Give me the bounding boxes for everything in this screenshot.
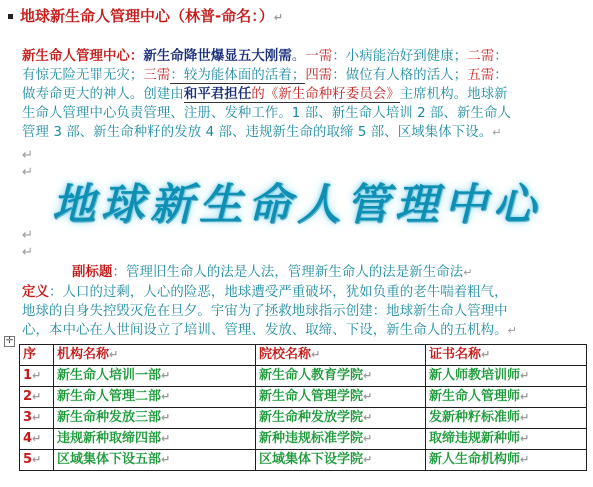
- para1-line4: 生命人管理中心负责管理、注册、发种工作。1 部、新生命人培训 2 部、新生命人: [22, 106, 511, 121]
- empty-line-mark-icon: ↵: [22, 245, 34, 260]
- para1-line3: 做寿命更大的神人。创建由和平君担任的《新生命种籽委员会》主席机构。地球新: [22, 87, 508, 102]
- org-cell: 违规新种取缔四部↵: [54, 429, 256, 450]
- paragraph-mark-icon: ↵: [492, 126, 502, 139]
- subtitle-text: 管理旧生命人的法是人法，管理新生命人的法是新生命法: [125, 265, 464, 280]
- empty-line-mark-icon: ↵: [22, 228, 34, 243]
- table-header-row: [20, 345, 587, 366]
- cert-cell: 新人师教培训师↵: [426, 366, 587, 387]
- institution-table: [19, 344, 587, 471]
- school-cell: 新生命种发放学院↵: [256, 408, 426, 429]
- header-cell: 序: [20, 345, 54, 366]
- row-number: 1↵: [20, 366, 54, 387]
- banner-title: 地球新生命人管理中心: [52, 180, 542, 230]
- para1-line1: 新生命人管理中心：新生命降世爆显五大刚需。一需：小病能治好到健康；二需：: [22, 49, 508, 64]
- row-number: 2↵: [20, 387, 54, 408]
- table-row: [20, 450, 587, 471]
- row-number: 3↵: [20, 408, 54, 429]
- bullet-icon: [8, 14, 13, 19]
- row-number: 4↵: [20, 429, 54, 450]
- cert-cell: 新人生命机构师↵: [426, 450, 587, 471]
- header-cell: 机构名称↵: [54, 345, 256, 366]
- subtitle-label: 副标题: [72, 265, 113, 280]
- school-cell: 新生命人管理学院↵: [256, 387, 426, 408]
- paragraph-mark-icon: ↵: [273, 11, 283, 24]
- document-title: 地球新生命人管理中心（林普-命名：）↵: [8, 6, 283, 28]
- org-cell: 区域集体下设五部↵: [54, 450, 256, 471]
- cert-cell: 发新种籽标准师↵: [426, 408, 587, 429]
- cert-cell: 新生命人管理师↵: [426, 387, 587, 408]
- empty-line-mark-icon: ↵: [22, 148, 34, 163]
- org-cell: 新生命人培训一部↵: [54, 366, 256, 387]
- definition-line2: 地球的自身失控毁灭危在旦夕。宇宙为了拯救地球指示创建：地球新生命人管理中: [22, 304, 508, 319]
- org-cell: 新生命人管理二部↵: [54, 387, 256, 408]
- table-row: [20, 366, 587, 387]
- table-row: [20, 408, 587, 429]
- table-row: [20, 387, 587, 408]
- school-cell: 新种违规标准学院↵: [256, 429, 426, 450]
- row-number: 5↵: [20, 450, 54, 471]
- paragraph-mark-icon: ↵: [463, 266, 473, 279]
- header-cell: 证书名称↵: [426, 345, 587, 366]
- empty-line-mark-icon: ↵: [22, 165, 34, 180]
- cert-cell: 取缔违规新种师↵: [426, 429, 587, 450]
- para1-head: 新生命降世爆显五大刚需: [143, 49, 292, 64]
- subtitle: 副标题：管理旧生命人的法是人法，管理新生命人的法是新生命法↵: [72, 265, 473, 280]
- org-name: 和平君担任: [183, 87, 252, 102]
- paragraph-mark-icon: ↵: [507, 324, 517, 337]
- definition-line3: 心，本中心在人世间设立了培训、管理、发放、取缔、下设，新生命人的五机构。↵: [22, 323, 517, 338]
- definition-label: 定义: [22, 285, 49, 300]
- header-cell: 院校名称↵: [256, 345, 426, 366]
- para1-label: 新生命人管理中心：: [22, 49, 144, 64]
- table-row: [20, 429, 587, 450]
- definition-line1: 定义：人口的过剩，人心的险恶，地球遭受严重破坏，犹如负重的老牛喘着粗气，: [22, 285, 508, 300]
- school-cell: 新生命人教育学院↵: [256, 366, 426, 387]
- para1-line5: 管理 3 部、新生命种籽的发放 4 部、违规新生命的取缔 5 部、区域集体下设。↵: [22, 125, 502, 140]
- school-cell: 区域集体下设学院↵: [256, 450, 426, 471]
- committee-name: 的《新生命种籽委员会》: [251, 87, 400, 102]
- para1-line2: 有惊无险无罪无灾；三需：较为能体面的活着；四需：做位有人格的活人；五需：: [22, 68, 508, 83]
- org-cell: 新生命种发放三部↵: [54, 408, 256, 429]
- table-move-handle-icon[interactable]: ✛: [5, 336, 14, 346]
